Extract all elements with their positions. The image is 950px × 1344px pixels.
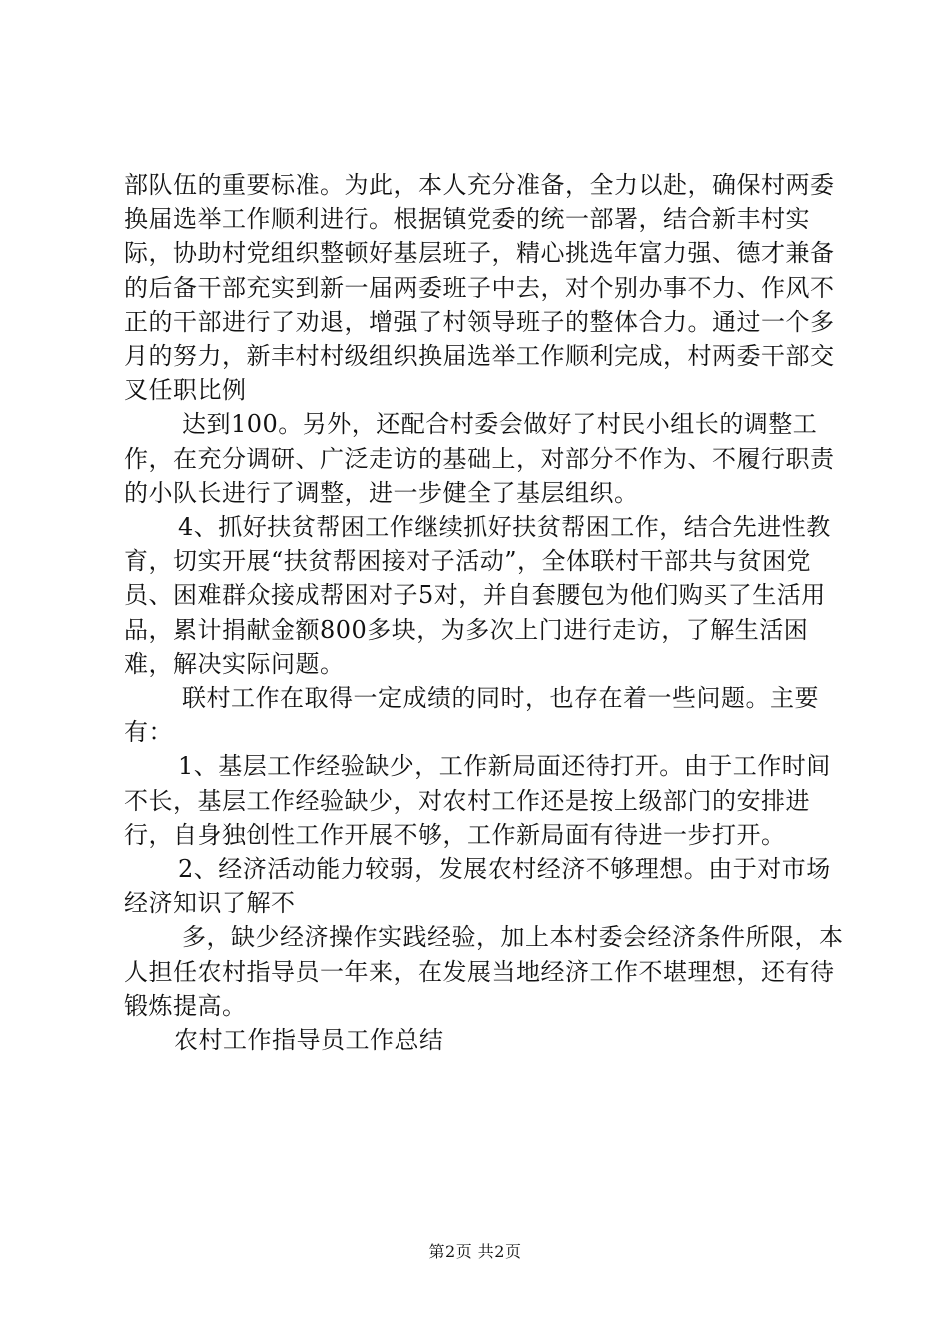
paragraph: 联村工作在取得一定成绩的同时，也存在着一些问题。主要有： <box>124 684 819 747</box>
paragraph: 2、经济活动能力较弱，发展农村经济不够理想。由于对市场经济知识了解不 <box>124 855 831 918</box>
paragraph: 达到100。另外，还配合村委会做好了村民小组长的调整工作，在充分调研、广泛走访的基础上，对部分不作为、不履行职责的小队长进行了调整，进一步健全了基层组织。 <box>124 410 835 507</box>
paragraph-continuation: 部队伍的重要标准。为此，本人充分准备，全力以赴，确保村两委换届选举工作顺利进行。根据镇党委的统一部署，结合新丰村实际，协助村党组织整顿好基层班子，精心挑选年富力强、德才兼备的后备干部充实到新一届两委班子中去，对个别办事不力、作风不正的干部进行了劝退，增强了村领导班子的整体合力。通过一个多月的努力，新丰村村级组织换届选举工作顺利完成，村两委干部交叉任职比例 <box>124 171 835 405</box>
paragraph: 1、基层工作经验缺少，工作新局面还待打开。由于工作时间不长，基层工作经验缺少，对农村工作还是按上级部门的安排进行，自身独创性工作开展不够，工作新局面有待进一步打开。 <box>124 752 831 849</box>
paragraph: 多，缺少经济操作实践经验，加上本村委会经济条件所限，本人担任农村指导员一年来，在发展当地经济工作不堪理想，还有待锻炼提高。 <box>124 923 844 1020</box>
document-body <box>124 168 844 1057</box>
page-number-footer: 第2页 共2页 <box>428 1242 522 1261</box>
closing-title: 农村工作指导员工作总结 <box>174 1026 444 1055</box>
paragraph: 4、抓好扶贫帮困工作继续抓好扶贫帮困工作，结合先进性教育，切实开展“扶贫帮困接对子活动”，全体联村干部共与贫困党员、困难群众接成帮困对子5对，并自套腰包为他们购买了生活用品，累计捐献金额800多块，为多次上门进行走访，了解生活困难，解决实际问题。 <box>124 513 831 678</box>
